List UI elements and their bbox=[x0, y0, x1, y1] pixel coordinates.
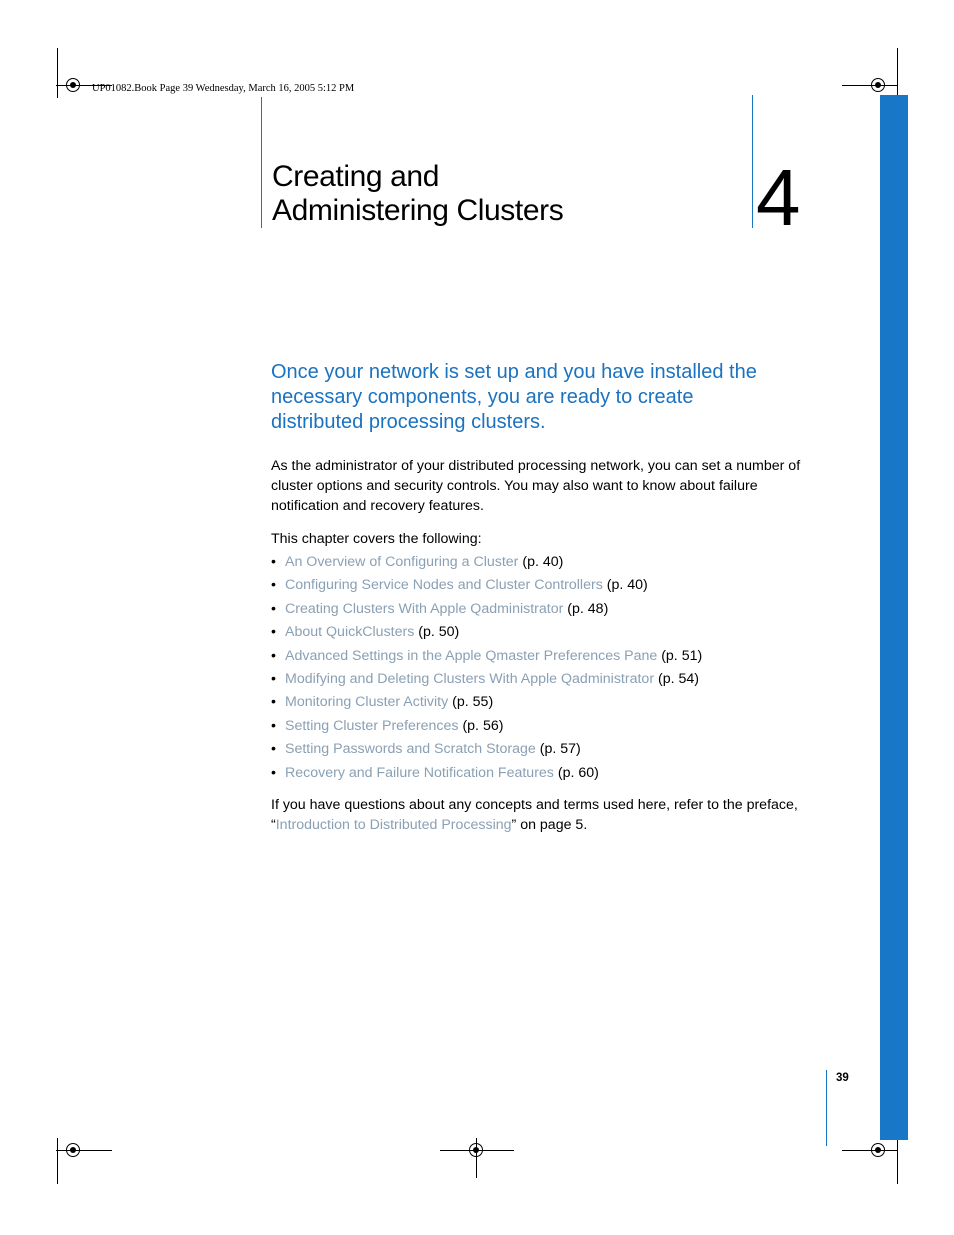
crop-mark bbox=[842, 85, 898, 86]
print-slug: UP01082.Book Page 39 Wednesday, March 16, 2005 5:12 PM bbox=[92, 83, 355, 94]
chapter-contents-list bbox=[271, 551, 831, 785]
toc-link[interactable]: Configuring Service Nodes and Cluster Controllers bbox=[285, 577, 603, 594]
bullet: • bbox=[271, 577, 276, 594]
body-paragraph bbox=[271, 795, 816, 835]
list-item bbox=[271, 645, 831, 668]
bullet: • bbox=[271, 741, 276, 758]
registration-mark-icon bbox=[875, 82, 881, 88]
toc-page-ref: (p. 50) bbox=[414, 624, 460, 641]
crop-mark bbox=[56, 1150, 112, 1151]
toc-page-ref: (p. 40) bbox=[602, 577, 648, 594]
page-number-rule bbox=[826, 1070, 827, 1146]
bullet: • bbox=[271, 600, 276, 617]
crop-mark bbox=[897, 1138, 898, 1184]
list-item bbox=[271, 668, 831, 691]
toc-page-ref: (p. 48) bbox=[563, 600, 609, 617]
list-item bbox=[271, 598, 831, 621]
crop-mark bbox=[57, 1138, 58, 1184]
toc-link[interactable]: About QuickClusters bbox=[285, 624, 415, 641]
list-item bbox=[271, 738, 831, 761]
crop-mark bbox=[842, 1150, 898, 1151]
list-item bbox=[271, 762, 831, 785]
bullet: • bbox=[271, 694, 276, 711]
body-paragraph: As the administrator of your distributed processing network, you can set a number of cluster options and security controls. You may also want to know about failure notification and recovery features. bbox=[271, 458, 801, 514]
toc-page-ref: (p. 57) bbox=[535, 741, 581, 758]
registration-mark-icon bbox=[70, 1147, 76, 1153]
chapter-title bbox=[272, 160, 563, 228]
crop-mark bbox=[897, 48, 898, 98]
registration-mark-icon bbox=[473, 1147, 479, 1153]
toc-page-ref: (p. 54) bbox=[654, 670, 699, 687]
chapter-title-line: Creating and bbox=[272, 160, 439, 193]
bullet: • bbox=[271, 624, 276, 641]
toc-page-ref: (p. 56) bbox=[458, 717, 504, 734]
toc-page-ref: (p. 60) bbox=[553, 764, 599, 781]
paragraph-text: ” on page 5. bbox=[511, 817, 588, 833]
list-item bbox=[271, 574, 831, 597]
toc-link[interactable]: Creating Clusters With Apple Qadministrator bbox=[285, 600, 564, 617]
toc-page-ref: (p. 55) bbox=[448, 694, 494, 711]
toc-link[interactable]: An Overview of Configuring a Cluster bbox=[285, 554, 519, 570]
list-item bbox=[271, 551, 831, 574]
title-rule bbox=[261, 97, 262, 228]
registration-mark-icon bbox=[875, 1147, 881, 1153]
toc-link[interactable]: Recovery and Failure Notification Features bbox=[285, 764, 554, 781]
chapter-title-line: Administering Clusters bbox=[272, 194, 564, 227]
list-item bbox=[271, 621, 831, 644]
bullet: • bbox=[271, 717, 276, 734]
toc-link[interactable]: Monitoring Cluster Activity bbox=[285, 694, 449, 711]
toc-page-ref: (p. 51) bbox=[657, 647, 703, 664]
page-number: 39 bbox=[836, 1072, 849, 1084]
chapter-number: 4 bbox=[756, 153, 801, 242]
chapter-number-rule bbox=[752, 95, 753, 228]
paragraph-text: If you have questions about any concepts and terms used here, refer to the preface, “ bbox=[271, 797, 798, 833]
toc-link[interactable]: Modifying and Deleting Clusters With Apple Qadministrator bbox=[285, 670, 655, 687]
bullet: • bbox=[271, 554, 276, 570]
toc-link[interactable]: Setting Cluster Preferences bbox=[285, 717, 459, 734]
chapter-intro: Once your network is set up and you have installed the necessary components, you are ready to create distributed processing clusters. bbox=[271, 361, 757, 433]
registration-mark-icon bbox=[70, 82, 76, 88]
body-paragraph: This chapter covers the following: bbox=[271, 531, 482, 547]
bullet: • bbox=[271, 764, 276, 781]
preface-link[interactable]: Introduction to Distributed Processing bbox=[275, 817, 512, 833]
toc-link[interactable]: Advanced Settings in the Apple Qmaster Preferences Pane bbox=[285, 647, 658, 664]
crop-mark bbox=[57, 48, 58, 98]
list-item bbox=[271, 691, 831, 714]
chapter-tab bbox=[880, 95, 908, 1140]
toc-link[interactable]: Setting Passwords and Scratch Storage bbox=[285, 741, 536, 758]
bullet: • bbox=[271, 670, 276, 687]
list-item bbox=[271, 715, 831, 738]
toc-page-ref: (p. 40) bbox=[518, 554, 564, 570]
bullet: • bbox=[271, 647, 276, 664]
